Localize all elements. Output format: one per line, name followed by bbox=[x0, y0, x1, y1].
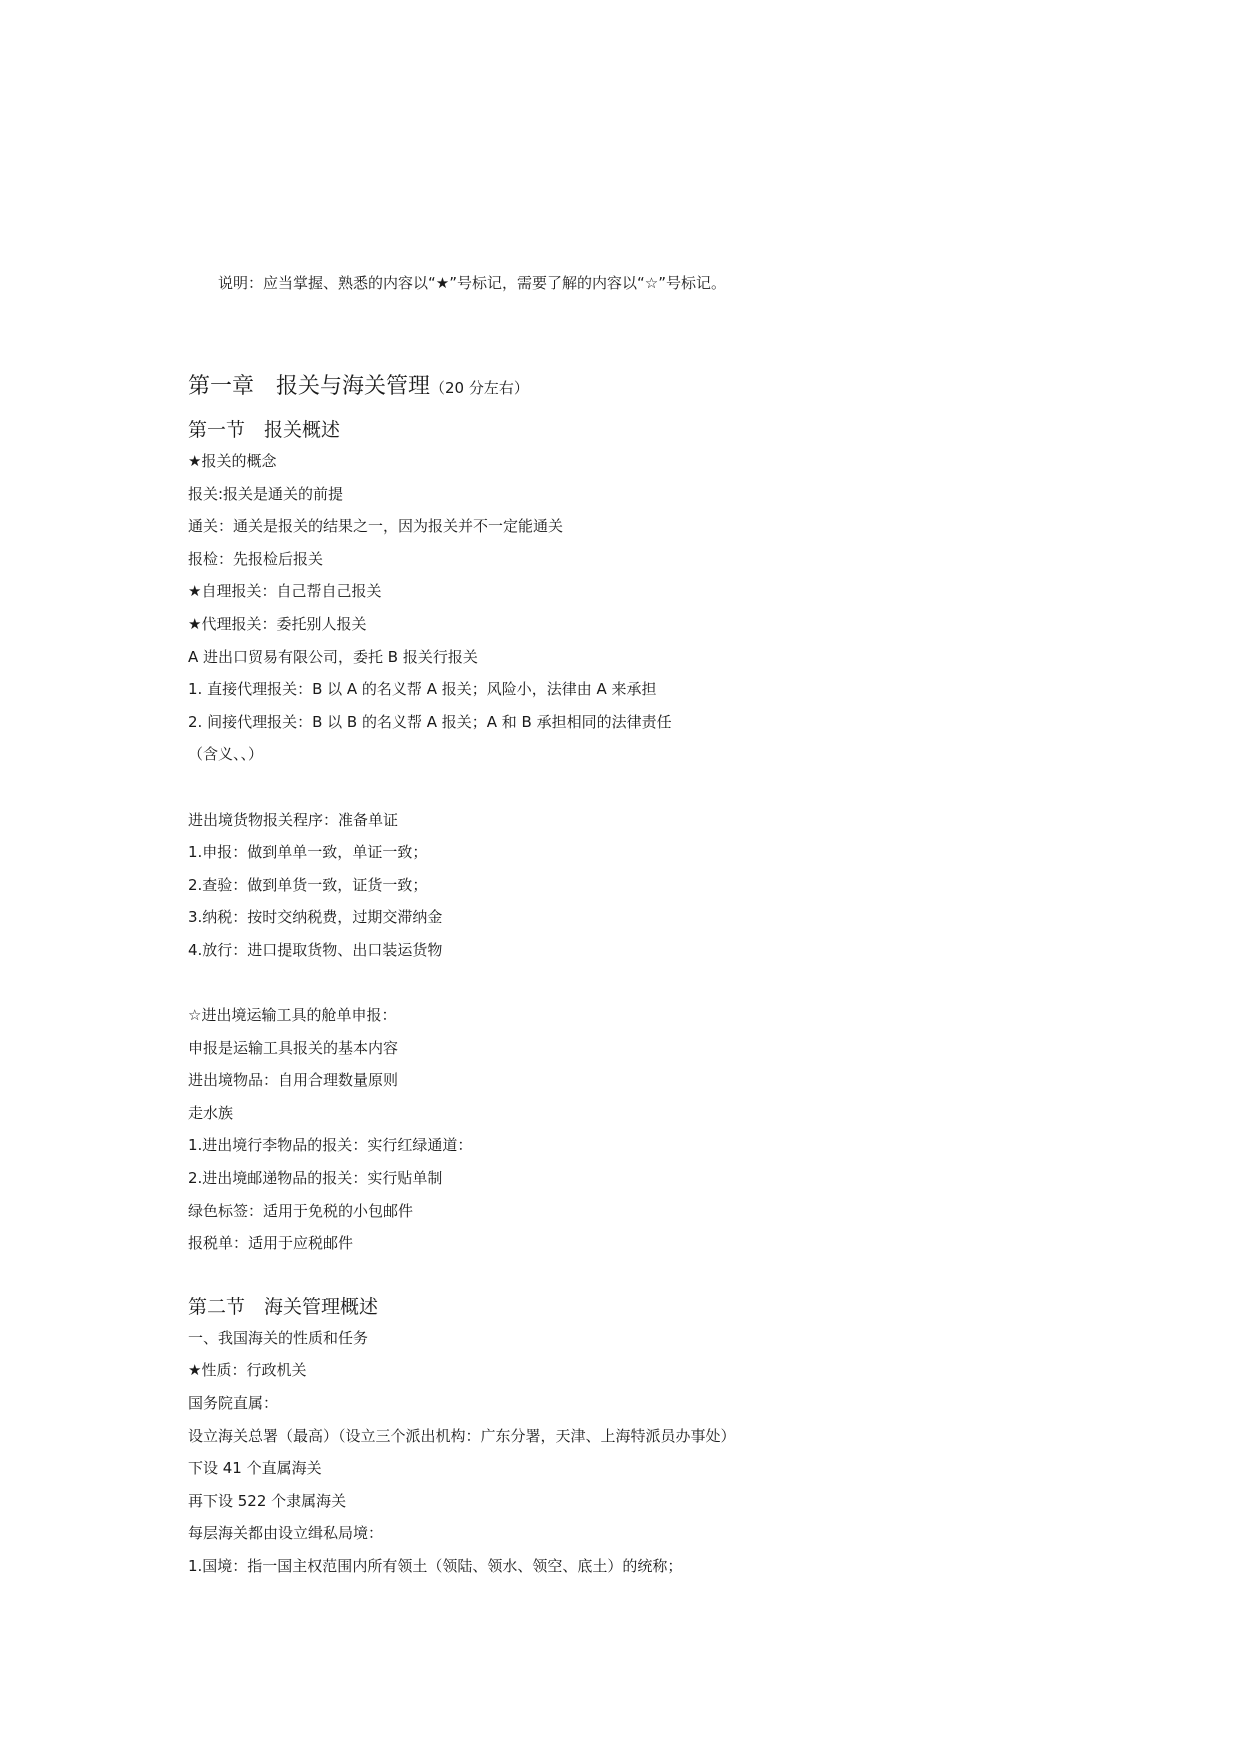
legend-note: 说明：应当掌握、熟悉的内容以“★”号标记，需要了解的内容以“☆”号标记。 bbox=[218, 274, 726, 292]
list-item: 1.进出境行李物品的报关：实行红绿通道： bbox=[188, 1136, 473, 1155]
document-body bbox=[188, 371, 1148, 1583]
text-line: 下设 41 个直属海关 bbox=[188, 1459, 322, 1478]
chapter-score-note: （20 分左右） bbox=[430, 379, 529, 397]
list-item: 1.申报：做到单单一致，单证一致； bbox=[188, 843, 428, 862]
text-line: 再下设 522 个隶属海关 bbox=[188, 1491, 347, 1510]
text-line: ★报关的概念 bbox=[188, 452, 277, 470]
section-heading-2: 第二节 海关管理概述 bbox=[188, 1295, 379, 1318]
text-line: 绿色标签：适用于免税的小包邮件 bbox=[188, 1201, 414, 1220]
chapter-heading bbox=[188, 371, 1148, 407]
text-line: A 进出口贸易有限公司，委托 B 报关行报关 bbox=[188, 647, 478, 666]
text-line: ★性质：行政机关 bbox=[188, 1361, 307, 1380]
list-item: 2.进出境邮递物品的报关：实行贴单制 bbox=[188, 1169, 443, 1188]
text-line: 报检：先报检后报关 bbox=[188, 549, 324, 568]
text-line: ★自理报关：自己帮自己报关 bbox=[188, 582, 382, 601]
text-line: 国务院直属： bbox=[188, 1394, 279, 1413]
text-line: ☆进出境运输工具的舱单申报： bbox=[188, 1006, 397, 1025]
text-line: 走水族 bbox=[188, 1103, 234, 1122]
list-item: 1. 直接代理报关：B 以 A 的名义帮 A 报关；风险小，法律由 A 来承担 bbox=[188, 680, 657, 699]
text-line: 进出境货物报关程序：准备单证 bbox=[188, 810, 399, 829]
text-line: 进出境物品：自用合理数量原则 bbox=[188, 1071, 399, 1090]
chapter-title: 第一章 报关与海关管理 bbox=[188, 374, 431, 399]
list-item: 3.纳税：按时交纳税费，过期交滞纳金 bbox=[188, 908, 443, 927]
text-line: 一、我国海关的性质和任务 bbox=[188, 1328, 369, 1347]
section-heading-1: 第一节 报关概述 bbox=[188, 419, 341, 441]
text-line: 每层海关都由设立缉私局境： bbox=[188, 1524, 384, 1543]
text-line: （含义、、） bbox=[188, 745, 264, 764]
text-line: 报关:报关是通关的前提 bbox=[188, 484, 344, 503]
list-item: 2. 间接代理报关：B 以 B 的名义帮 A 报关；A 和 B 承担相同的法律责任 bbox=[188, 712, 672, 731]
list-item: 2.查验：做到单货一致，证货一致； bbox=[188, 875, 428, 894]
text-line: 设立海关总署（最高）（设立三个派出机构：广东分署，天津、上海特派员办事处） bbox=[188, 1426, 736, 1445]
text-line: ★代理报关：委托别人报关 bbox=[188, 614, 367, 633]
list-item: 4.放行：进口提取货物、出口装运货物 bbox=[188, 940, 443, 959]
text-line: 申报是运输工具报关的基本内容 bbox=[188, 1038, 399, 1057]
list-item: 1.国境：指一国主权范围内所有领土（领陆、领水、领空、底土）的统称； bbox=[188, 1557, 683, 1575]
text-line: 通关：通关是报关的结果之一，因为报关并不一定能通关 bbox=[188, 517, 564, 536]
text-line: 报税单：适用于应税邮件 bbox=[188, 1234, 354, 1253]
